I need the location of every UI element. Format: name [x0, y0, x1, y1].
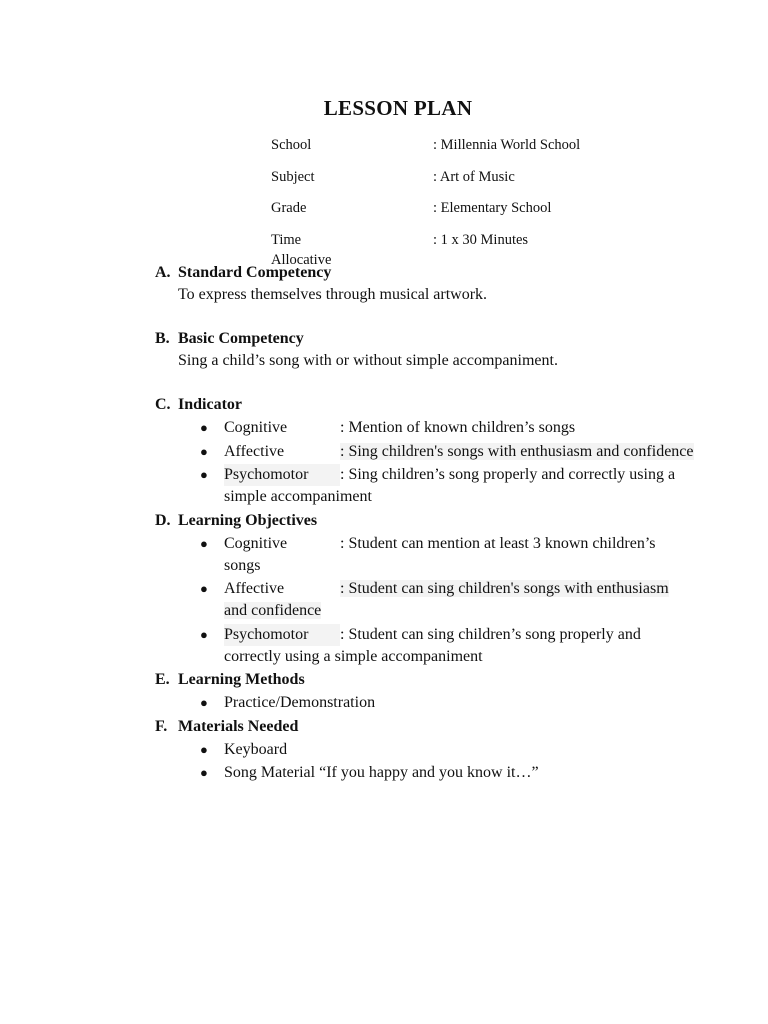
info-key: Grade: [271, 200, 307, 216]
list-item: [155, 533, 695, 577]
section-title: Standard Competency: [178, 264, 332, 281]
item-text: : Sing children's songs with enthusiasm and confidence: [340, 442, 694, 460]
info-value: : Art of Music: [433, 168, 515, 185]
section-a-heading: [155, 262, 695, 284]
section-c-heading: [155, 394, 695, 416]
section-b-text: Sing a child’s song with or without simple accompaniment.: [178, 352, 558, 369]
objectives-list: [155, 533, 695, 668]
section-title: Learning Methods: [178, 671, 305, 688]
sections: [155, 262, 695, 786]
bullet-icon: ●: [200, 535, 208, 551]
list-item: [155, 578, 695, 622]
item-label: Psychomotor: [224, 624, 340, 646]
list-item: [155, 762, 695, 784]
section-e-heading: [155, 669, 695, 691]
item-text: Practice/Demonstration: [224, 694, 376, 711]
section-d-heading: [155, 510, 695, 532]
item-label: Affective: [224, 580, 285, 597]
info-value: : 1 x 30 Minutes: [433, 231, 529, 248]
info-key: Subject: [271, 168, 315, 185]
list-item: [155, 624, 695, 668]
item-label: Cognitive: [224, 419, 288, 436]
bullet-icon: ●: [200, 765, 208, 780]
section-title: Indicator: [178, 396, 242, 413]
info-key: Time Allocative: [271, 231, 332, 268]
section-a-text: To express themselves through musical artwork.: [178, 286, 488, 303]
section-letter: F.: [155, 717, 168, 735]
section-title: Basic Competency: [178, 330, 304, 347]
info-value: : Elementary School: [433, 200, 552, 216]
bullet-icon: ●: [200, 443, 208, 459]
section-letter: C.: [155, 396, 171, 413]
item-text: : Student can mention at least 3 known children’s songs: [224, 534, 656, 574]
item-text: : Mention of known children’s songs: [340, 419, 576, 436]
section-letter: D.: [155, 511, 171, 529]
list-item: [155, 464, 695, 508]
methods-list: [155, 692, 695, 714]
item-text: : Student can sing children’s song properly and correctly using a simple accompaniment: [224, 625, 641, 665]
item-text: : Student can sing children's songs with enthusiasm and confidence: [224, 580, 669, 619]
item-label: Psychomotor: [224, 464, 340, 486]
item-text: Keyboard: [224, 740, 288, 758]
item-label: Cognitive: [224, 534, 288, 552]
info-key: School: [271, 137, 312, 153]
bullet-icon: ●: [200, 741, 208, 757]
bullet-icon: ●: [200, 467, 208, 482]
item-text: : Sing children’s song properly and correctly using a simple accompaniment: [224, 466, 676, 505]
indicator-list: [155, 417, 695, 508]
page-title: LESSON PLAN: [323, 96, 473, 120]
section-b-heading: [155, 328, 695, 350]
section-f-heading: [155, 716, 695, 738]
section-title: Learning Objectives: [178, 511, 318, 529]
info-value: : Millennia World School: [433, 137, 581, 153]
bullet-icon: ●: [200, 695, 208, 710]
item-label: Affective: [224, 442, 285, 460]
bullet-icon: ●: [200, 626, 208, 642]
section-letter: E.: [155, 671, 170, 688]
bullet-icon: ●: [200, 420, 208, 435]
list-item: [155, 441, 695, 463]
section-letter: A.: [155, 264, 171, 281]
section-letter: B.: [155, 330, 170, 347]
bullet-icon: ●: [200, 581, 208, 596]
materials-list: [155, 739, 695, 785]
section-title: Materials Needed: [178, 717, 299, 735]
list-item: [155, 417, 695, 439]
list-item: [155, 739, 695, 761]
list-item: [155, 692, 695, 714]
item-text: Song Material “If you happy and you know it…”: [224, 764, 539, 781]
